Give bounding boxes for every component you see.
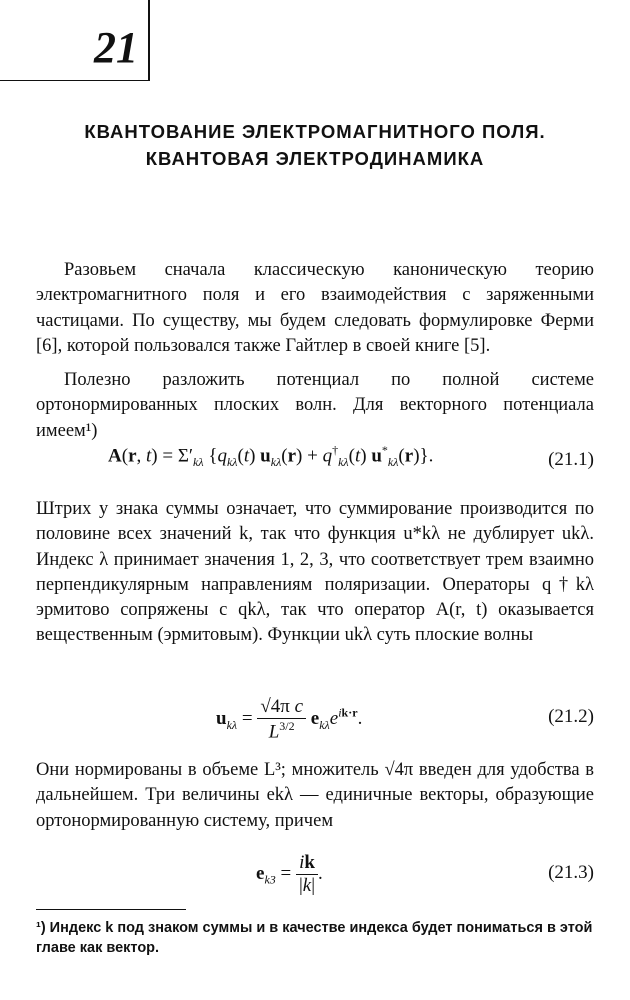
equation-21-2: [36, 696, 594, 743]
chapter-title-line-1: КВАНТОВАНИЕ ЭЛЕКТРОМАГНИТНОГО ПОЛЯ.: [84, 121, 546, 142]
equation-21-2-body: $u_{k\lambda}$ = $\frac{\text{√4π c}}{L^{3/2}}$ $e_{k\lambda}e^{ik\cdot r}$.: [216, 696, 363, 743]
equation-21-2-number: (21.2): [548, 706, 594, 727]
footnote-rule: [36, 909, 186, 910]
paragraph-4: Они нормированы в объеме L³; множитель √4π введен для удобства в дальнейшем. Три величины ekλ — единичные векторы, образующие ортонормированную систему, причем: [36, 760, 594, 831]
equation-21-3: [36, 852, 594, 896]
chapter-number: 21: [94, 23, 138, 72]
equation-21-3-number: (21.3): [548, 862, 594, 883]
chapter-number-box: [0, 0, 150, 81]
equation-21-3-body: $e_{k3}$ = $\frac{ik}{|k|}$ .: [256, 852, 323, 896]
paragraph-3: Штрих у знака суммы означает, что суммирование производится по половине всех значений k, так что функция u*kλ не дублирует ukλ. Индекс λ принимает значения 1, 2, 3, что соответствует трем взаимно перпендикулярным направлениям поляризации. Операторы q†kλ эрмитово сопряжены с qkλ, так что оператор A(r, t) оказывается вещественным (эрмитовым). Функции ukλ суть плоские волны: [36, 499, 594, 646]
equation-21-1: [36, 443, 594, 479]
paragraph-1: Разовьем сначала классическую каноническую теорию электромагнитного поля и его взаимодействия с заряженными частицами. По существу, мы будем следовать формулировке Ферми [6], которой пользовался также Гайтлер в своей книге [5].: [36, 260, 594, 356]
chapter-title-line-2: КВАНТОВАЯ ЭЛЕКТРОДИНАМИКА: [145, 148, 485, 169]
equation-21-1-body: A(r, $t) = \Sigma'_{k\lambda}$ {$q_{k\lambda}(t) u_{k\lambda}(r) + q^\dagger_{k\lambda}(t)$ $u^*_{k\lambda}(r)$}.: [108, 443, 434, 470]
paragraph-2: Полезно разложить потенциал по полной системе ортонормированных плоских волн. Для векторного потенциала имеем¹): [36, 370, 594, 441]
footnote: ¹) Индекс k под знаком суммы и в качестве индекса будет пониматься в этой главе как вектор.: [36, 920, 593, 956]
equation-21-1-number: (21.1): [548, 449, 594, 470]
